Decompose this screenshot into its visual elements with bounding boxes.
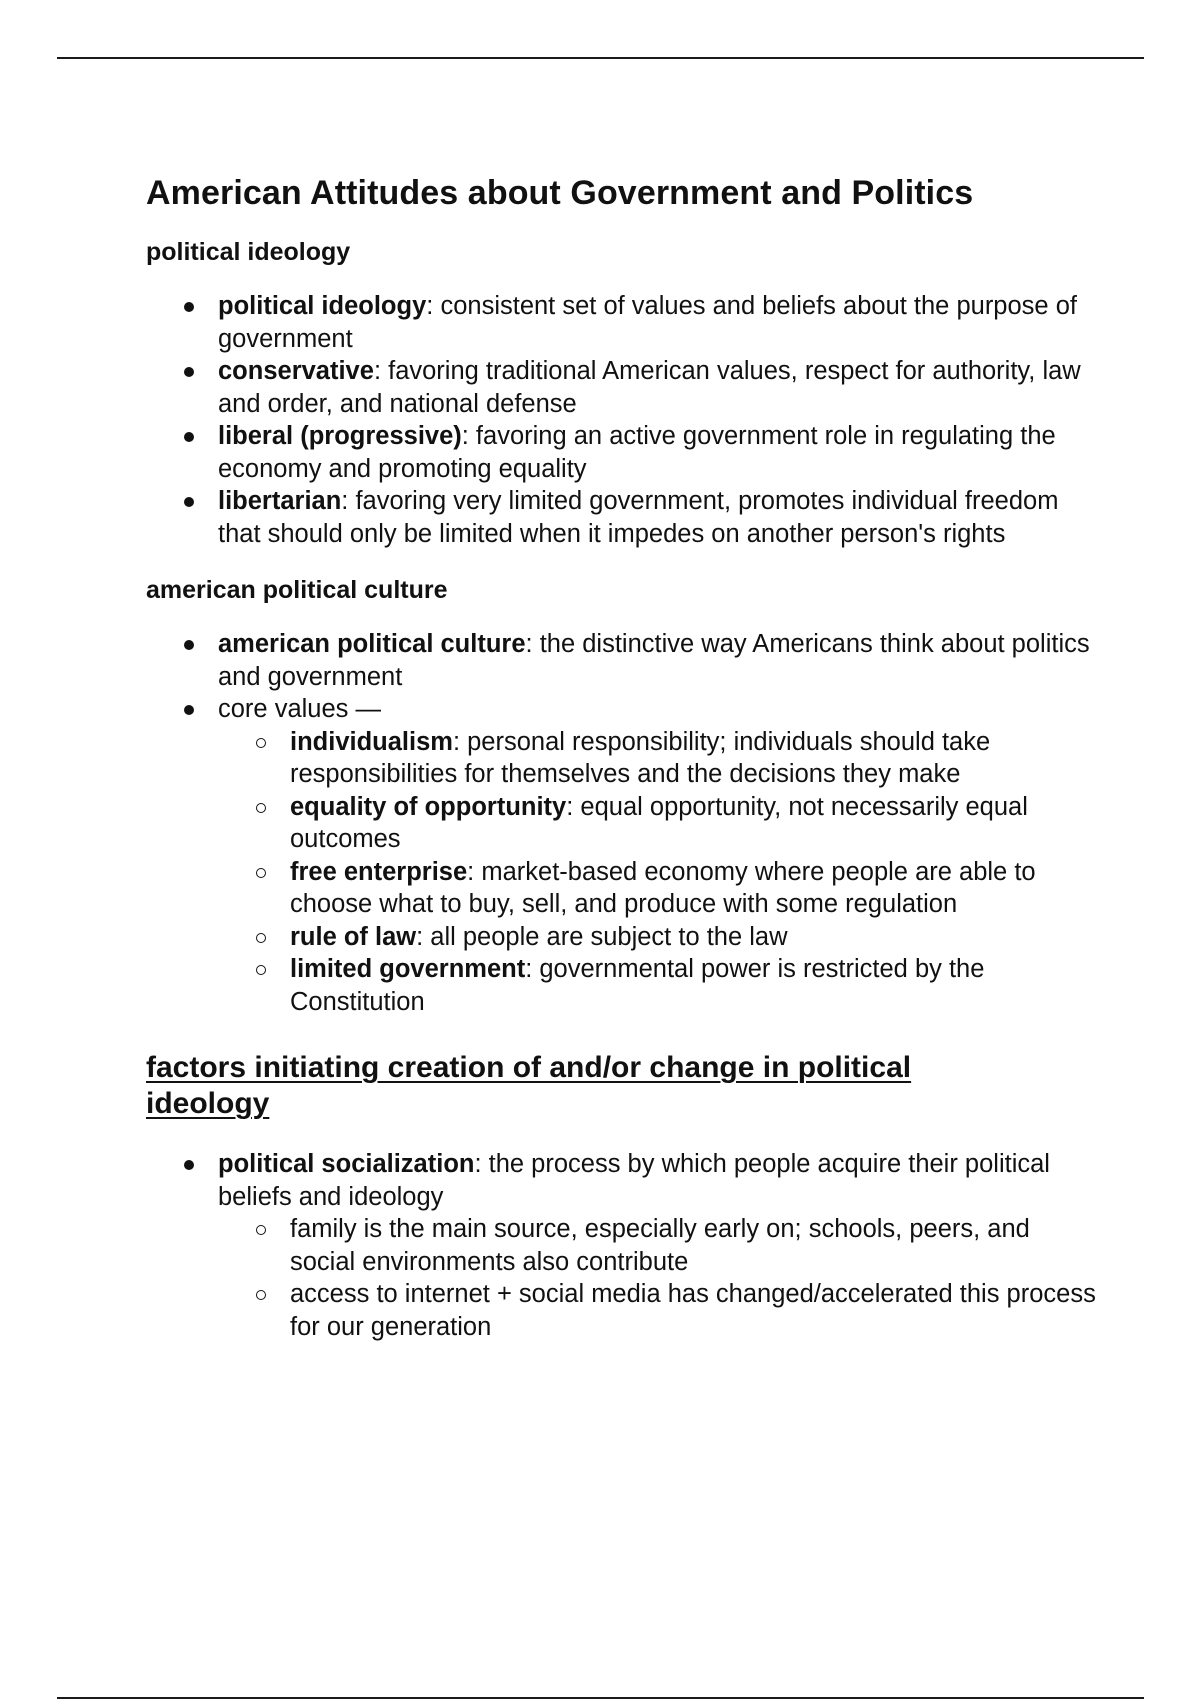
definition: : the distinctive way Americans think about politics and government bbox=[218, 630, 1090, 691]
term: conservative bbox=[218, 357, 374, 385]
bullet-icon bbox=[184, 367, 194, 377]
circle-bullet-icon bbox=[256, 1290, 266, 1300]
list-item bbox=[218, 726, 1096, 791]
bullet-icon bbox=[184, 432, 194, 442]
list-item bbox=[146, 693, 1096, 726]
definition: : favoring very limited government, promotes individual freedom that should only be limited when it impedes on another person's rights bbox=[218, 487, 1059, 548]
list-item bbox=[218, 1278, 1096, 1343]
list-item bbox=[146, 1148, 1096, 1213]
definition: : consistent set of values and beliefs about the purpose of government bbox=[218, 292, 1077, 353]
term: political socialization bbox=[218, 1150, 475, 1178]
term: individualism bbox=[290, 727, 453, 756]
bullet-icon bbox=[184, 1160, 194, 1170]
culture-list bbox=[146, 628, 1096, 726]
bullet-icon bbox=[184, 302, 194, 312]
term: liberal (progressive) bbox=[218, 422, 462, 450]
definition: : favoring an active government role in regulating the economy and promoting equality bbox=[218, 422, 1056, 483]
definition: : governmental power is restricted by the Constitution bbox=[290, 955, 985, 1016]
circle-bullet-icon bbox=[256, 738, 266, 748]
circle-bullet-icon bbox=[256, 868, 266, 878]
definition: : equal opportunity, not necessarily equal outcomes bbox=[290, 792, 1028, 853]
document-body bbox=[146, 172, 1096, 1343]
definition: : the process by which people acquire their political beliefs and ideology bbox=[218, 1150, 1050, 1211]
heading-american-political-culture: american political culture bbox=[146, 576, 448, 604]
circle-bullet-icon bbox=[256, 1225, 266, 1235]
list-item bbox=[218, 921, 1096, 954]
list-item-text: access to internet + social media has changed/accelerated this process for our generation bbox=[290, 1280, 1096, 1341]
definition: : personal responsibility; individuals should take responsibilities for themselves and the decisions they make bbox=[290, 727, 991, 788]
heading-political-ideology: political ideology bbox=[146, 238, 351, 266]
ideology-list bbox=[146, 290, 1096, 550]
definition: : all people are subject to the law bbox=[416, 922, 788, 951]
list-item bbox=[146, 290, 1096, 355]
term: political ideology bbox=[218, 292, 427, 320]
factors-list bbox=[146, 1148, 1096, 1213]
heading-factors: factors initiating creation of and/or change in political ideology bbox=[146, 1051, 912, 1120]
list-item bbox=[218, 791, 1096, 856]
list-item-text: family is the main source, especially early on; schools, peers, and social environments also contribute bbox=[290, 1215, 1030, 1276]
circle-bullet-icon bbox=[256, 803, 266, 813]
list-item bbox=[146, 355, 1096, 420]
circle-bullet-icon bbox=[256, 965, 266, 975]
term: limited government bbox=[290, 955, 526, 983]
list-item bbox=[146, 420, 1096, 485]
list-item bbox=[218, 856, 1096, 921]
term: equality of opportunity bbox=[290, 792, 567, 821]
term: libertarian bbox=[218, 487, 342, 515]
term: rule of law bbox=[290, 922, 417, 951]
circle-bullet-icon bbox=[256, 933, 266, 943]
bottom-rule bbox=[57, 1697, 1144, 1699]
list-item bbox=[146, 485, 1096, 550]
top-rule bbox=[57, 57, 1144, 59]
bullet-icon bbox=[184, 705, 194, 715]
list-item bbox=[146, 628, 1096, 693]
list-item bbox=[218, 953, 1096, 1018]
document-title: American Attitudes about Government and Politics bbox=[146, 174, 974, 212]
socialization-sublist bbox=[218, 1213, 1096, 1343]
term: american political culture bbox=[218, 630, 526, 658]
definition: : market-based economy where people are able to choose what to buy, sell, and produce with some regulation bbox=[290, 857, 1036, 918]
core-values-list bbox=[218, 726, 1096, 1019]
bullet-icon bbox=[184, 497, 194, 507]
definition: : favoring traditional American values, respect for authority, law and order, and national defense bbox=[218, 357, 1081, 418]
term: free enterprise bbox=[290, 857, 468, 886]
bullet-icon bbox=[184, 640, 194, 650]
core-values-label: core values — bbox=[218, 695, 381, 723]
list-item bbox=[218, 1213, 1096, 1278]
